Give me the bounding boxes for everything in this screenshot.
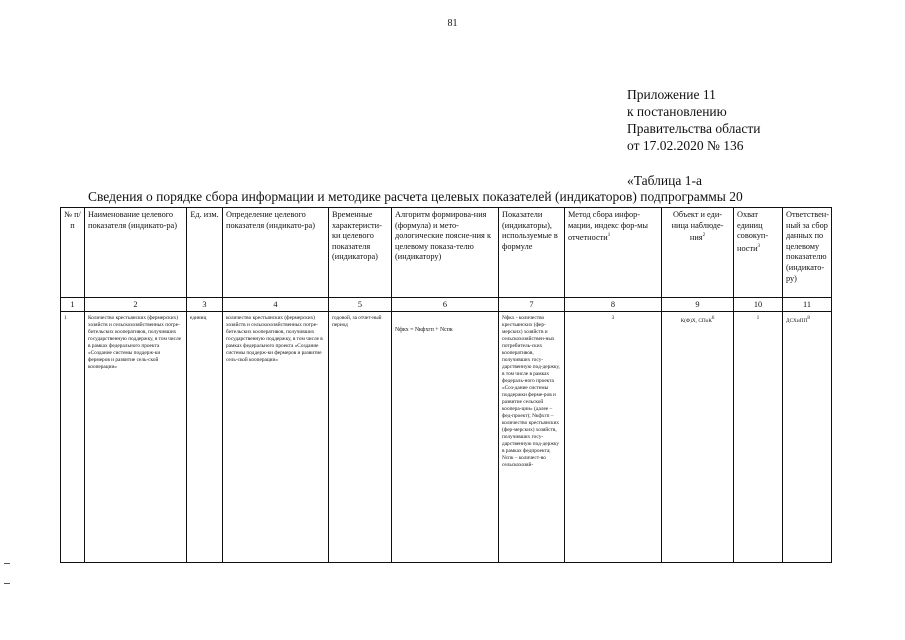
column-number: 2 — [85, 298, 187, 312]
header-text: Объект и еди-ница наблюде-ния — [671, 210, 724, 242]
header-cell: Показатели (индикаторы), используемые в формуле — [499, 208, 565, 298]
column-number-row — [61, 298, 832, 312]
column-number: 11 — [783, 298, 832, 312]
header-cell: Определение целевого показателя (индикато-ра) — [223, 208, 329, 298]
indicator-table — [60, 207, 832, 563]
indicator-definition: количество крестьянских (фермерских) хозяйств и сельскохозяйственных потре-бительских кооперативов, получивших государственную поддержку, в том числе в рамках федерального проекта «Создание системы поддерж-ки фермеров и развитие сель-ской кооперации» — [223, 312, 329, 563]
column-number: 5 — [329, 298, 392, 312]
column-number: 9 — [662, 298, 734, 312]
header-cell: Объект и еди-ница наблюде-ния$^2$ — [662, 208, 734, 298]
header-cell: Временные характеристи-ки целевого показателя (индикатора) — [329, 208, 392, 298]
formula-cell — [392, 312, 499, 563]
header-cell: № п/п — [61, 208, 85, 298]
appendix-line-3: Правительства области — [627, 121, 761, 136]
header-cell: Наименование целевого показателя (индикато-ра) — [85, 208, 187, 298]
scan-edge-mark — [4, 563, 10, 564]
header-cell: Ед. изм. — [187, 208, 223, 298]
appendix-line-2: к постановлению — [627, 104, 727, 119]
header-text: Охват единиц совокуп-ности — [737, 210, 769, 253]
unit: единиц — [187, 312, 223, 563]
row-number: 1 — [61, 312, 85, 563]
responsible-text: ДСХиПП — [786, 317, 808, 324]
formula-indicators: Nфкх - количество крестьянских (фер-мерских) хозяйств и сельскохозяйствен-ных потребитель-ских кооперативов, получивших госу-дарственную под-держку, в том числе в рамках федераль-ного проекта «Соз-дание системы поддержки ферме-ров и развитие сельской коопера-ции» (далее – фед-проект); Nкфхгп – количество крестьянских (фер-мерских) хозяйств, получивших госу-дарственную под-держку в рамках федпроекта; Nспк – количест-во сельскохозяй- — [499, 312, 565, 563]
column-number: 8 — [565, 298, 662, 312]
table-row — [61, 312, 832, 563]
column-number: 3 — [187, 298, 223, 312]
observation-object: К(Ф)Х, СПоК6 — [662, 312, 734, 563]
header-cell: Ответствен-ный за сбор данных по целевому показателю (индикато-ру) — [783, 208, 832, 298]
formula: Nфкх = Nкфхгп + Nспк — [395, 327, 453, 333]
appendix-block — [627, 86, 760, 154]
column-number: 10 — [734, 298, 783, 312]
header-text: Метод сбора инфор-мации, индекс фор-мы отчетности — [568, 210, 648, 242]
header-cell: Метод сбора инфор-мации, индекс фор-мы отчетности$^1$ — [565, 208, 662, 298]
observation-object-text: К(Ф)Х, СПоК — [680, 317, 712, 324]
header-cell: Алгоритм формирова-ния (формула) и мето-дологические поясне-ния к целевому показа-телю (индикатору) — [392, 208, 499, 298]
page-number: 81 — [447, 18, 458, 29]
column-number: 1 — [61, 298, 85, 312]
appendix-line-1: Приложение 11 — [627, 87, 716, 102]
appendix-line-4: от 17.02.2020 № 136 — [627, 138, 744, 153]
responsible: ДСХиПП8 — [783, 312, 832, 563]
header-cell: Охват единиц совокуп-ности$^3$ — [734, 208, 783, 298]
document-title: Сведения о порядке сбора информации и методике расчета целевых показателей (индикаторов) подпрограммы 20 — [88, 189, 743, 204]
time-characteristics: годовой, за отчет-ный период — [329, 312, 392, 563]
column-number: 4 — [223, 298, 329, 312]
scan-edge-mark — [4, 583, 10, 584]
column-number: 7 — [499, 298, 565, 312]
indicator-name: Количество крестьянских (фермерских) хозяйств и сельскохозяйственных потре-бительских кооперативов, получивших государственную поддержку, в том числе в рамках федерального проекта «Создание системы поддерж-ки фермеров и развитие сель-ской кооперации» — [85, 312, 187, 563]
collection-method: 3 — [565, 312, 662, 563]
coverage: 1 — [734, 312, 783, 563]
column-number: 6 — [392, 298, 499, 312]
header-row — [61, 208, 832, 298]
table-label: «Таблица 1-а — [627, 173, 702, 188]
